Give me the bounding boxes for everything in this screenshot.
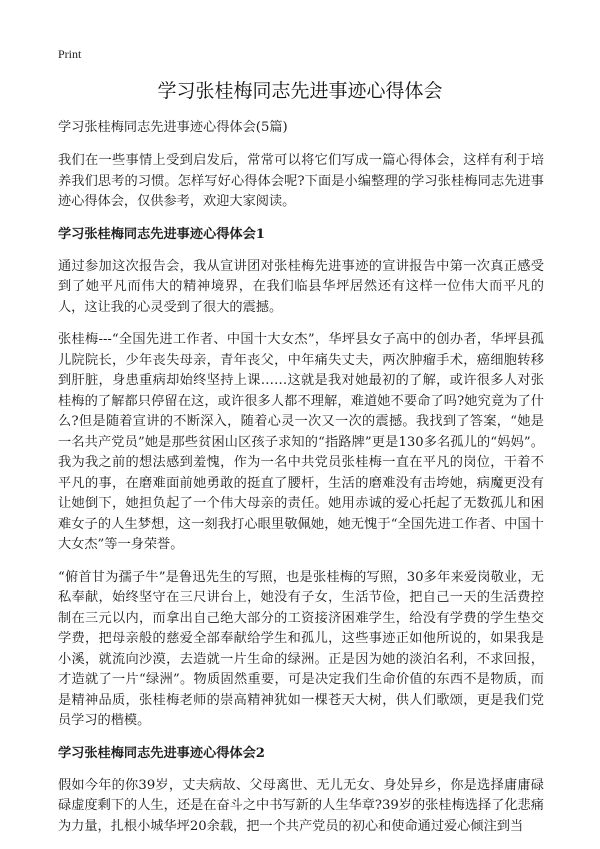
article-body xyxy=(58,118,544,849)
intro-paragraph: 我们在一些事情上受到启发后，常常可以将它们写成一篇心得体会，这样有利于培养我们思考的习惯。怎样写好心得体会呢?下面是小编整理的学习张桂梅同志先进事迹心得体会，仅供参考，欢迎大家阅读。 xyxy=(58,153,544,209)
section-1-paragraph-1: 通过参加这次报告会，我从宣讲团对张桂梅先进事迹的宣讲报告中第一次真正感受到了她平凡而伟大的精神境界，在我们临县华坪居然还有这样一位伟大而平凡的人，这让我的心灵受到了很大的震撼。 xyxy=(58,258,544,315)
section-1-paragraph-2: 张桂梅---“全国先进工作者、中国十大女杰”，华坪县女子高中的创办者，华坪县孤儿院院长，少年丧失母亲，青年丧父，中年痛失丈夫，两次肿瘤手术，癌细胞转移到肝脏，身患重病却始终坚持上课……这就是我对她最初的了解，或许很多人对张桂梅的了解都只停留在这，或许很多人都不理解，难道她不要命了吗?她究竟为了什么?但是随着宣讲的不断深入，随着心灵一次又一次的震撼。我找到了答案，“她是一名共产党员”她是那些贫困山区孩子求知的“指路牌”更是130多名孤儿的“妈妈”。我为我之前的想法感到羞愧，作为一名中共党员张桂梅一直在平凡的岗位，干着不平凡的事，在磨难面前她勇敢的挺直了腰杆，生活的磨难没有击垮她，病魔更没有让她倒下，她担负起了一个伟大母亲的责任。她用赤诚的爱心托起了无数孤儿和困难女子的人生梦想，这一刻我打心眼里敬佩她，她无愧于“全国先进工作者、中国十大女杰”等一身荣誉。 xyxy=(58,332,544,552)
section-heading-1: 学习张桂梅同志先进事迹心得体会1 xyxy=(58,226,265,242)
section-heading-2: 学习张桂梅同志先进事迹心得体会2 xyxy=(58,745,265,761)
article-subtitle: 学习张桂梅同志先进事迹心得体会(5篇) xyxy=(58,120,288,135)
section-2-paragraph-1: 假如今年的你39岁，丈夫病故、父母离世、无儿无女、身处异乡，你是选择庸庸碌碌虚度剩下的人生，还是在奋斗之中书写新的人生华章?39岁的张桂梅选择了化悲痛为力量，扎根小城华坪20余载，把一个共产党员的初心和使命通过爱心倾注到当 xyxy=(58,777,544,834)
print-link[interactable]: Print xyxy=(58,47,82,61)
page-title: 学习张桂梅同志先进事迹心得体会 xyxy=(157,80,443,102)
section-1-paragraph-3: “俯首甘为孺子牛”是鲁迅先生的写照，也是张桂梅的写照，30多年来爱岗敬业，无私奉献，始终坚守在三尺讲台上，她没有子女，生活节俭，把自己一天的生活费控制在三元以内，而拿出自己绝大部分的工资接济困难学生，给没有学费的学生垫交学费，把母亲般的慈爱全部奉献给学生和孤儿，这些事迹正如他所说的，如果我是小溪，就流向沙漠，去造就一片生命的绿洲。正是因为她的淡泊名利，不求回报，才造就了一片“绿洲”。物质固然重要，可是决定我们生命价值的东西不是物质，而是精神品质，张桂梅老师的崇高精神犹如一棵苍天大树，供人们歌颂，更是我们党员学习的楷模。 xyxy=(58,569,544,728)
